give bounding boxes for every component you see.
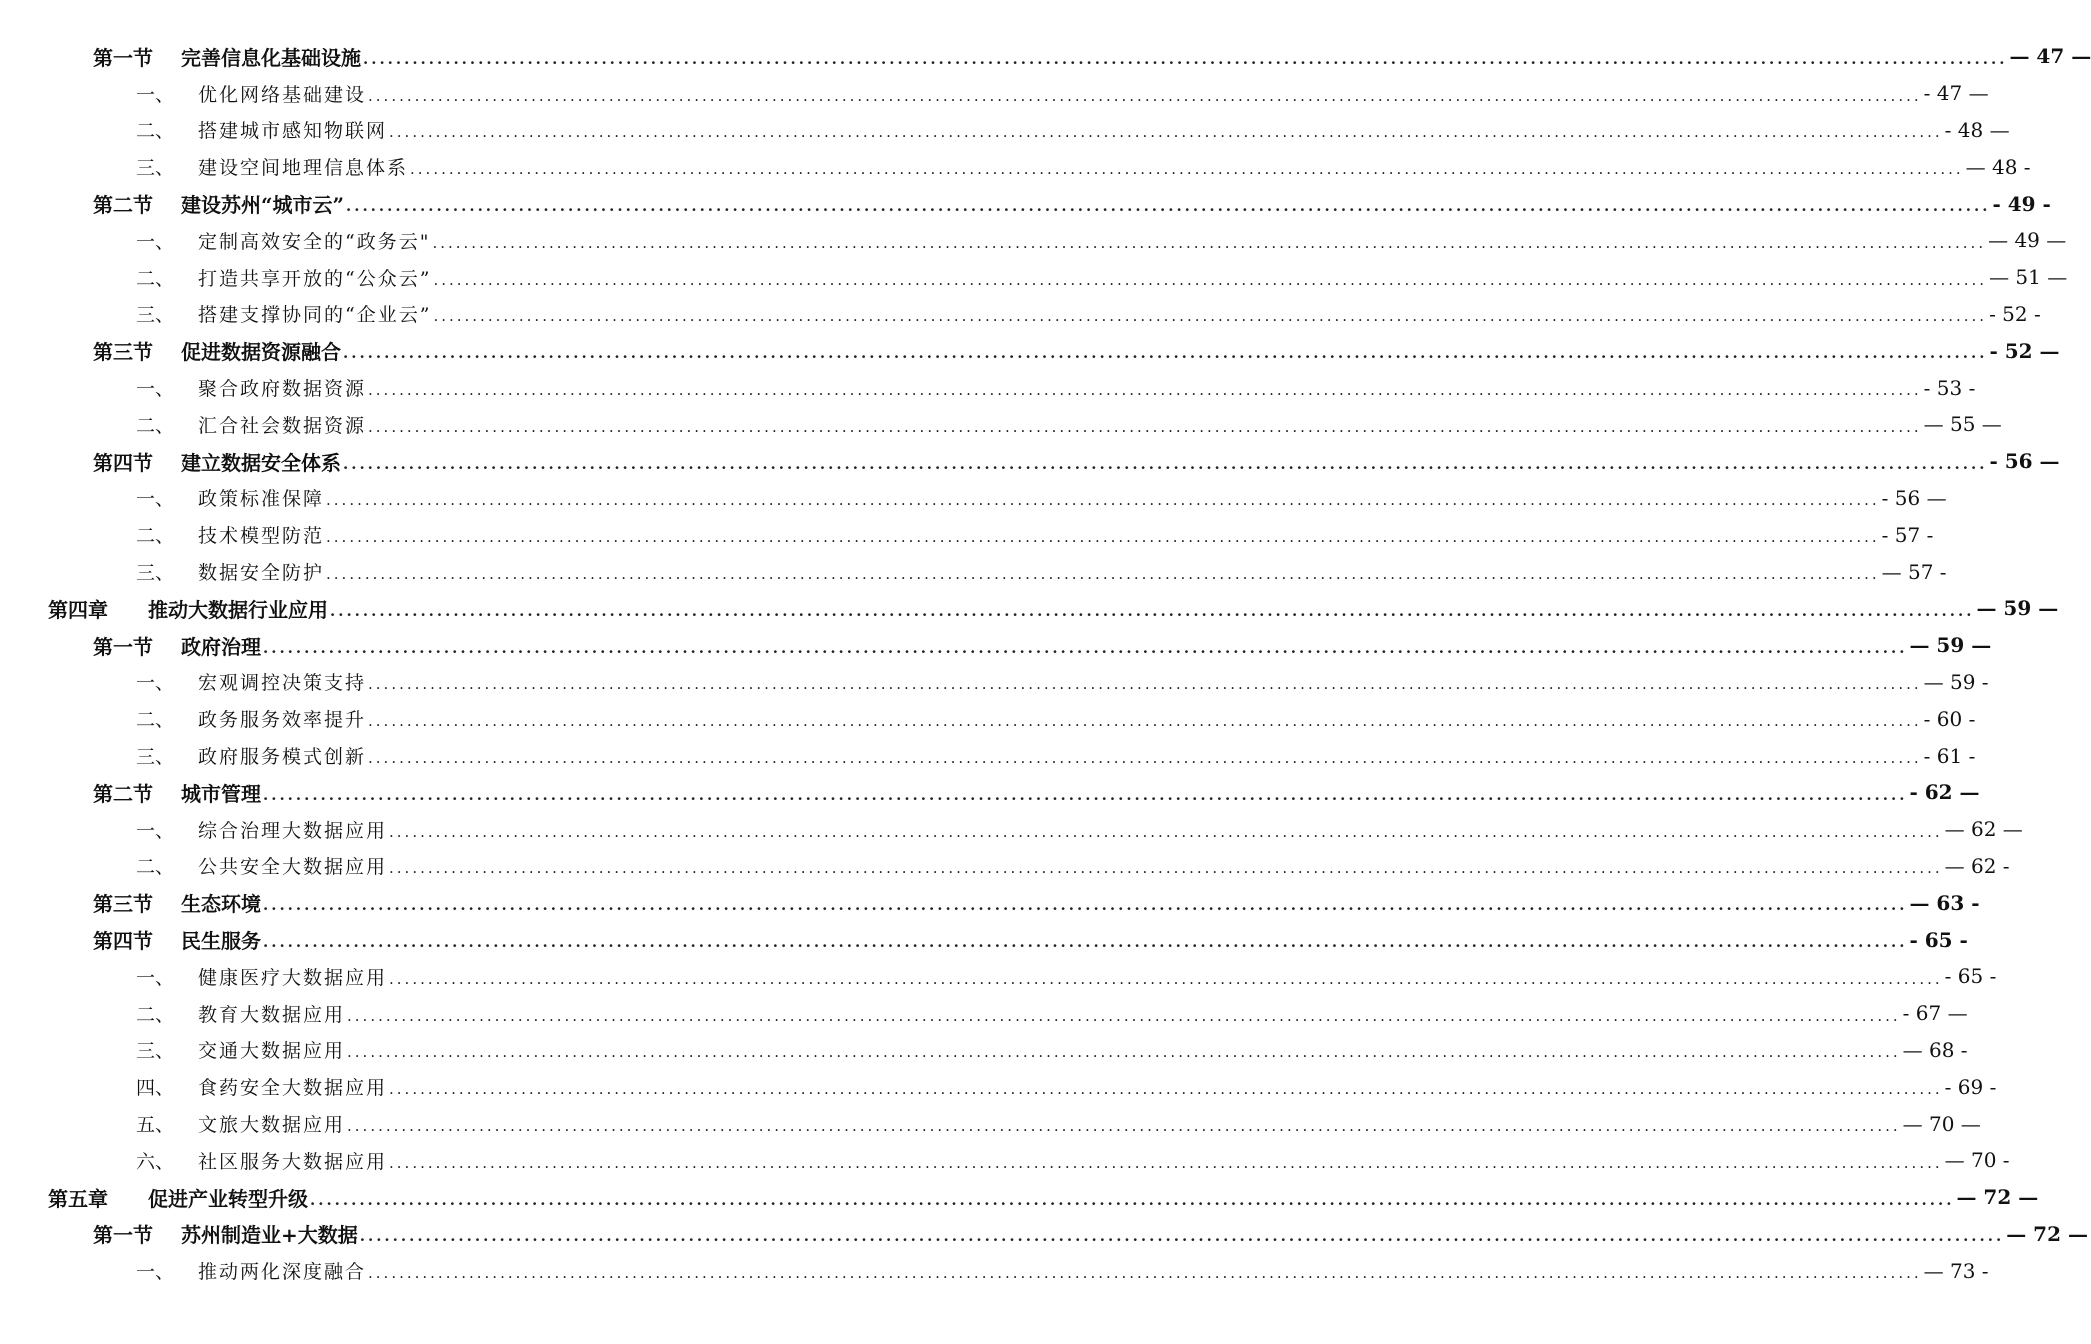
toc-entry-number: 二、 <box>136 414 175 437</box>
toc-entry-title: 城市管理 <box>181 781 261 806</box>
toc-entry-label <box>136 116 387 143</box>
toc-entry-number: 二、 <box>136 120 175 143</box>
toc-entry-title: 打造共享开放的“公众云” <box>198 267 432 290</box>
toc-entry-number: 第四章 <box>48 597 108 622</box>
toc-entry-title: 建设苏州“城市云” <box>181 193 345 218</box>
toc-entry-number: 三、 <box>136 157 175 180</box>
dot-leader: ........................................................................................................................................................................................................ <box>263 932 1908 951</box>
toc-entry-section[interactable] <box>0 774 1980 811</box>
toc-entry-title: 健康医疗大数据应用 <box>198 966 388 989</box>
toc-entry-number: 三、 <box>136 304 175 327</box>
toc-entry-item[interactable] <box>0 811 2023 848</box>
toc-entry-label <box>48 1183 308 1212</box>
toc-entry-item[interactable] <box>0 700 1976 737</box>
toc-entry-label <box>136 558 324 585</box>
dot-leader: ........................................................................................................................................................................................................ <box>389 859 1943 878</box>
dot-leader: ........................................................................................................................................................................................................ <box>368 86 1922 105</box>
toc-entry-number: 第二节 <box>93 193 153 218</box>
toc-entry-title: 搭建城市感知物联网 <box>198 120 388 143</box>
toc-entry-number: 五、 <box>136 1114 175 1136</box>
toc-entry-page-number: - 65 - <box>1909 927 1968 952</box>
dot-leader: ........................................................................................................................................................................................................ <box>330 601 1975 620</box>
dot-leader: ........................................................................................................................................................................................................ <box>263 638 1908 657</box>
toc-entry-item[interactable] <box>0 958 1997 995</box>
toc-entry-number: 一、 <box>136 966 175 989</box>
toc-entry-item[interactable] <box>0 1068 1997 1105</box>
toc-entry-label <box>93 778 261 807</box>
toc-entry-page-number: — 73 - <box>1923 1258 1989 1283</box>
toc-entry-title: 定制高效安全的“政务云" <box>198 230 431 253</box>
dot-leader: ........................................................................................................................................................................................................ <box>433 270 1988 289</box>
toc-entry-title: 生态环境 <box>181 892 261 917</box>
dot-leader: ........................................................................................................................................................................................................ <box>389 123 1943 142</box>
toc-entry-title: 推动两化深度融合 <box>198 1261 367 1284</box>
toc-entry-item[interactable] <box>0 480 1947 517</box>
toc-entry-number: 四、 <box>136 1077 175 1100</box>
dot-leader: ........................................................................................................................................................................................................ <box>343 344 1988 363</box>
toc-entry-item[interactable] <box>0 1142 2010 1179</box>
toc-entry-page-number: - 53 - <box>1923 375 1976 400</box>
toc-entry-title: 优化网络基础建设 <box>198 83 367 106</box>
toc-entry-label <box>93 631 261 660</box>
toc-entry-number: 三、 <box>136 562 175 585</box>
toc-entry-title: 搭建支撑协同的“企业云” <box>198 304 432 327</box>
toc-entry-item[interactable] <box>0 222 2067 259</box>
dot-leader: ........................................................................................................................................................................................................ <box>263 896 1908 915</box>
dot-leader: ........................................................................................................................................................................................................ <box>359 1227 2005 1246</box>
toc-entry-number: 第一节 <box>93 634 153 659</box>
toc-entry-page-number: - 52 - <box>1989 301 2041 326</box>
toc-entry-item[interactable] <box>0 369 1976 406</box>
toc-entry-label <box>136 1257 366 1284</box>
dot-leader: ........................................................................................................................................................................................................ <box>263 785 1908 804</box>
toc-entry-number: 一、 <box>136 672 175 695</box>
toc-entry-label <box>48 594 328 623</box>
toc-entry-label <box>136 227 430 254</box>
toc-entry-title: 政策标准保障 <box>198 488 325 511</box>
toc-entry-number: 第四节 <box>93 929 153 954</box>
toc-entry-label <box>93 447 341 476</box>
toc-entry-number: 一、 <box>136 488 175 511</box>
toc-entry-title: 政府治理 <box>181 634 261 659</box>
toc-entry-title: 政府服务模式创新 <box>198 746 367 769</box>
toc-entry-item[interactable] <box>0 296 2041 333</box>
toc-entry-label <box>136 668 366 695</box>
toc-entry-label <box>136 1000 345 1027</box>
toc-entry-item[interactable] <box>0 75 1989 112</box>
toc-entry-title: 聚合政府数据资源 <box>198 378 367 401</box>
toc-entry-number: 第五章 <box>48 1186 108 1211</box>
toc-entry-page-number: — 55 — <box>1923 412 2002 437</box>
toc-entry-label <box>136 1110 345 1137</box>
toc-entry-title: 苏州制造业+大数据 <box>181 1223 358 1248</box>
toc-entry-number: 第三节 <box>93 340 153 365</box>
toc-entry-title: 文旅大数据应用 <box>198 1114 346 1136</box>
toc-entry-page-number: - 67 — <box>1902 1001 1968 1026</box>
toc-entry-title: 社区服务大数据应用 <box>198 1150 388 1173</box>
toc-entry-number: 一、 <box>136 83 175 106</box>
toc-entry-item[interactable] <box>0 148 2031 185</box>
toc-entry-number: 二、 <box>136 267 175 290</box>
dot-leader: ........................................................................................................................................................................................................ <box>347 1043 1901 1062</box>
toc-entry-page-number: - 57 - <box>1881 522 1934 547</box>
dot-leader: ........................................................................................................................................................................................................ <box>368 380 1922 399</box>
toc-entry-number: 第一节 <box>93 45 153 70</box>
toc-entry-page-number: — 72 — <box>2006 1221 2088 1246</box>
dot-leader: ........................................................................................................................................................................................................ <box>389 822 1943 841</box>
toc-entry-item[interactable] <box>0 664 1989 701</box>
toc-entry-number: 二、 <box>136 1003 175 1026</box>
toc-entry-label <box>136 374 366 401</box>
toc-entry-title: 促进产业转型升级 <box>148 1186 308 1211</box>
dot-leader: ........................................................................................................................................................................................................ <box>432 233 1987 252</box>
toc-entry-title: 食药安全大数据应用 <box>198 1077 388 1100</box>
dot-leader: ........................................................................................................................................................................................................ <box>389 1080 1943 1099</box>
dot-leader: ........................................................................................................................................................................................................ <box>368 417 1922 436</box>
dot-leader: ........................................................................................................................................................................................................ <box>368 712 1922 731</box>
toc-entry-item[interactable] <box>0 553 1947 590</box>
toc-entry-title: 数据安全防护 <box>198 562 325 585</box>
dot-leader: ........................................................................................................................................................................................................ <box>433 307 1988 326</box>
toc-entry-section[interactable] <box>0 921 1968 958</box>
dot-leader: ........................................................................................................................................................................................................ <box>326 564 1880 583</box>
toc-entry-label <box>93 888 261 917</box>
toc-entry-section[interactable] <box>0 185 2051 222</box>
toc-entry-label <box>93 336 341 365</box>
toc-entry-page-number: — 70 — <box>1902 1111 1981 1136</box>
toc-entry-item[interactable] <box>0 1252 1989 1289</box>
toc-entry-label <box>93 42 361 71</box>
toc-entry-page-number: — 68 - <box>1902 1037 1968 1062</box>
toc-entry-number: 二、 <box>136 525 175 548</box>
toc-entry-item[interactable] <box>0 406 2002 443</box>
toc-entry-title: 建设空间地理信息体系 <box>198 157 409 180</box>
toc-entry-section[interactable] <box>0 1216 2088 1253</box>
toc-entry-label <box>136 1147 387 1174</box>
toc-entry-page-number: - 62 — <box>1909 780 1980 805</box>
toc-entry-page-number: — 59 - <box>1923 669 1989 694</box>
toc-entry-page-number: - 48 — <box>1944 117 2010 142</box>
toc-entry-number: 二、 <box>136 709 175 732</box>
toc-entry-number: 一、 <box>136 230 175 253</box>
toc-entry-label <box>136 300 431 327</box>
toc-entry-page-number: — 51 — <box>1989 265 2068 290</box>
toc-entry-number: 第一节 <box>93 1223 153 1248</box>
toc-entry-label <box>93 1219 358 1248</box>
toc-entry-page-number: — 70 - <box>1944 1148 2010 1173</box>
table-of-contents <box>0 38 2091 1289</box>
toc-entry-page-number: - 61 - <box>1923 743 1976 768</box>
toc-entry-label <box>136 742 366 769</box>
toc-entry-section[interactable] <box>0 443 2060 480</box>
dot-leader: ........................................................................................................................................................................................................ <box>389 1153 1943 1172</box>
toc-entry-label <box>136 1036 345 1063</box>
toc-entry-page-number: — 63 - <box>1909 890 1980 915</box>
toc-entry-chapter[interactable] <box>0 590 2059 627</box>
toc-entry-label <box>136 264 431 291</box>
toc-entry-title: 技术模型防范 <box>198 525 325 548</box>
toc-entry-number: 一、 <box>136 819 175 842</box>
toc-entry-title: 汇合社会数据资源 <box>198 414 367 437</box>
toc-entry-label <box>136 963 387 990</box>
toc-entry-label <box>136 852 387 879</box>
dot-leader: ........................................................................................................................................................................................................ <box>347 1116 1901 1135</box>
dot-leader: ........................................................................................................................................................................................................ <box>346 196 1991 215</box>
toc-entry-item[interactable] <box>0 1032 1968 1069</box>
toc-entry-number: 第二节 <box>93 781 153 806</box>
toc-entry-label <box>136 1073 387 1100</box>
toc-entry-title: 政务服务效率提升 <box>198 709 367 732</box>
dot-leader: ........................................................................................................................................................................................................ <box>368 1264 1922 1283</box>
dot-leader: ........................................................................................................................................................................................................ <box>347 1006 1901 1025</box>
dot-leader: ........................................................................................................................................................................................................ <box>389 969 1943 988</box>
toc-entry-title: 民生服务 <box>181 929 261 954</box>
toc-entry-label <box>93 925 261 954</box>
toc-entry-page-number: — 59 — <box>1976 596 2059 621</box>
toc-entry-title: 完善信息化基础设施 <box>181 45 361 70</box>
toc-entry-page-number: — 72 — <box>1956 1185 2039 1210</box>
toc-entry-title: 综合治理大数据应用 <box>198 819 388 842</box>
toc-entry-item[interactable] <box>0 737 1976 774</box>
toc-entry-label <box>136 521 324 548</box>
dot-leader: ........................................................................................................................................................................................................ <box>326 528 1880 547</box>
toc-entry-page-number: — 47 — <box>2009 44 2091 69</box>
toc-entry-page-number: — 62 — <box>1944 817 2023 842</box>
toc-entry-label <box>136 705 366 732</box>
toc-entry-page-number: — 48 - <box>1965 154 2031 179</box>
toc-entry-label <box>136 153 408 180</box>
toc-entry-page-number: - 49 - <box>1992 191 2051 216</box>
toc-entry-number: 一、 <box>136 1261 175 1284</box>
dot-leader: ........................................................................................................................................................................................................ <box>368 748 1922 767</box>
toc-entry-title: 公共安全大数据应用 <box>198 856 388 879</box>
toc-entry-page-number: - 65 - <box>1944 964 1997 989</box>
toc-entry-label <box>136 816 387 843</box>
toc-entry-title: 宏观调控决策支持 <box>198 672 367 695</box>
toc-entry-item[interactable] <box>0 516 1934 553</box>
toc-entry-page-number: - 56 — <box>1989 449 2060 474</box>
toc-entry-number: 六、 <box>136 1150 175 1173</box>
dot-leader: ........................................................................................................................................................................................................ <box>343 454 1988 473</box>
dot-leader: ........................................................................................................................................................................................................ <box>363 49 2008 68</box>
toc-entry-item[interactable] <box>0 112 2010 149</box>
toc-entry-page-number: — 59 — <box>1909 633 1992 658</box>
toc-entry-number: 第四节 <box>93 450 153 475</box>
toc-entry-page-number: — 49 — <box>1988 228 2067 253</box>
toc-entry-title: 促进数据资源融合 <box>181 340 341 365</box>
toc-entry-number: 三、 <box>136 746 175 769</box>
toc-entry-number: 一、 <box>136 378 175 401</box>
toc-entry-item[interactable] <box>0 259 2068 296</box>
toc-entry-item[interactable] <box>0 1105 1981 1142</box>
toc-entry-page-number: — 62 - <box>1944 853 2010 878</box>
toc-entry-title: 教育大数据应用 <box>198 1003 346 1026</box>
toc-entry-label <box>136 484 324 511</box>
toc-entry-section[interactable] <box>0 38 2091 75</box>
toc-entry-item[interactable] <box>0 995 1968 1032</box>
toc-entry-chapter[interactable] <box>0 1179 2039 1216</box>
dot-leader: ........................................................................................................................................................................................................ <box>410 160 1964 179</box>
toc-entry-page-number: - 52 — <box>1989 338 2060 363</box>
toc-entry-title: 建立数据安全体系 <box>181 450 341 475</box>
toc-entry-page-number: - 60 - <box>1923 706 1976 731</box>
toc-entry-title: 交通大数据应用 <box>198 1040 346 1063</box>
toc-entry-number: 第三节 <box>93 892 153 917</box>
toc-entry-label <box>136 411 366 438</box>
toc-entry-section[interactable] <box>0 884 1980 921</box>
toc-entry-label <box>136 80 366 107</box>
dot-leader: ........................................................................................................................................................................................................ <box>310 1190 1955 1209</box>
toc-entry-title: 推动大数据行业应用 <box>148 597 328 622</box>
dot-leader: ........................................................................................................................................................................................................ <box>368 675 1922 694</box>
toc-entry-page-number: - 56 — <box>1881 485 1947 510</box>
toc-entry-number: 三、 <box>136 1040 175 1063</box>
toc-entry-item[interactable] <box>0 848 2010 885</box>
toc-entry-page-number: - 69 - <box>1944 1074 1997 1099</box>
toc-entry-section[interactable] <box>0 332 2060 369</box>
toc-entry-page-number: — 57 - <box>1881 559 1947 584</box>
toc-entry-section[interactable] <box>0 627 1992 664</box>
dot-leader: ........................................................................................................................................................................................................ <box>326 491 1880 510</box>
toc-entry-label <box>93 189 344 218</box>
toc-entry-page-number: - 47 — <box>1923 81 1989 106</box>
toc-entry-number: 二、 <box>136 856 175 879</box>
